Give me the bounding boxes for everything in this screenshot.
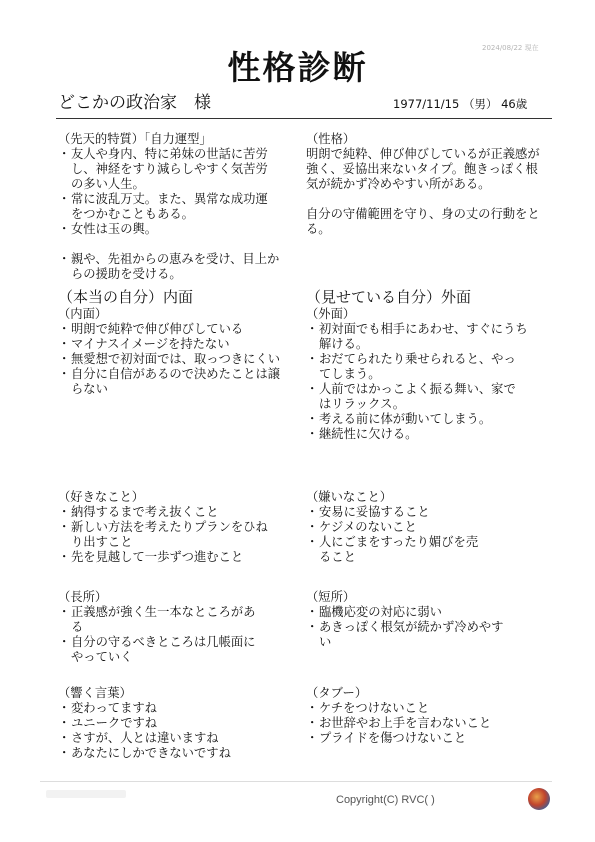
faint-footer-mark [46, 790, 126, 798]
personality-section [306, 132, 546, 237]
list-item: ・ 継続性に欠ける。 [306, 427, 528, 442]
list-item: ・ 安易に妥協すること [306, 505, 481, 520]
resonant-words-section [58, 686, 298, 761]
list-item: ・ 自分に自信があるので決めたことは譲らない [58, 367, 288, 397]
outer-big-heading: （見せている自分）外面 [306, 288, 472, 306]
list-item: ・ あきっぽく根気が続かず冷めやすい [306, 620, 506, 650]
list-item: ・ 無愛想で初対面では、取っつきにくい [58, 352, 288, 367]
logo-icon [528, 788, 550, 810]
date-stamp: 2024/08/22 現在 [482, 44, 539, 52]
weaknesses-section [306, 590, 506, 650]
list-item: ・ ユニークですね [58, 716, 298, 731]
list-item: ・ 自分の守るべきところは几帳面にやっていく [58, 635, 258, 665]
list-item: ・ 新しい方法を考えたりプランをひねり出すこと [58, 520, 280, 550]
inner-section [58, 287, 288, 397]
header-divider [56, 118, 552, 119]
strengths-section [58, 590, 258, 665]
list-item: ・ 考える前に体が動いてしまう。 [306, 412, 528, 427]
list-item: ・ 友人や身内、特に弟妹の世話に苦労し、神経をすり減らしやすく気苦労の多い人生。 [58, 147, 280, 192]
outer-heading: （外面） [306, 307, 356, 321]
list-item: ・ ケジメのないこと [306, 520, 481, 535]
page-title: 性格診断 [227, 48, 368, 87]
likes-section [58, 490, 280, 565]
list-item: ・ 臨機応変の対応に弱い [306, 605, 506, 620]
list-item: ・ プライドを傷つけないこと [306, 731, 546, 746]
list-item: ・ 人前ではかっこよく振る舞い、家ではリラックス。 [306, 382, 528, 412]
innate-section [58, 132, 280, 282]
list-item: ・ 正義感が強く生一本なところがある [58, 605, 258, 635]
list-item: ・ あなたにしかできないですね [58, 746, 298, 761]
dislikes-section [306, 490, 481, 565]
inner-big-heading: （本当の自分）内面 [58, 288, 194, 306]
taboo-heading: （タブー） [306, 686, 368, 700]
list-item: ・ 常に波乱万丈。また、異常な成功運をつかむこともある。 [58, 192, 280, 222]
list-item: ・ 納得するまで考え抜くこと [58, 505, 280, 520]
personality-heading: （性格） [306, 132, 356, 146]
personality-text-2: 自分の守備範囲を守り、身の丈の行動をとる。 [306, 207, 540, 236]
list-item: ・ ケチをつけないこと [306, 701, 546, 716]
list-item: ・ おだてられたり乗せられると、やってしまう。 [306, 352, 528, 382]
innate-heading: （先天的特質）「自力運型」 [58, 132, 212, 146]
list-item: ・ 変わってますね [58, 701, 298, 716]
likes-heading: （好きなこと） [58, 490, 145, 504]
inner-heading: （内面） [58, 307, 108, 321]
personality-text: 明朗で純粋、伸び伸びしているが正義感が強く、妥協出来ないタイプ。飽きっぽく根気が続かず冷めやすい所がある。 [306, 147, 540, 191]
list-item: ・ さすが、人とは違いますね [58, 731, 298, 746]
list-item: ・ 親や、先祖からの恵みを受け、目上からの援助を受ける。 [58, 252, 280, 282]
resonant-words-heading: （響く言葉） [58, 686, 132, 700]
outer-section [306, 287, 528, 442]
list-item: ・ 初対面でも相手にあわせ、すぐにうち解ける。 [306, 322, 528, 352]
weaknesses-heading: （短所） [306, 590, 356, 604]
birth-info: 1977/11/15 （男） 46歳 [393, 97, 528, 111]
list-item: ・ 先を見越して一歩ずつ進むこと [58, 550, 280, 565]
subject-name: どこかの政治家 様 [58, 93, 211, 113]
list-item: ・ マイナスイメージを持たない [58, 337, 288, 352]
list-item: ・ お世辞やお上手を言わないこと [306, 716, 546, 731]
list-item: ・ 明朗で純粋で伸び伸びしている [58, 322, 288, 337]
dislikes-heading: （嫌いなこと） [306, 490, 393, 504]
list-item: ・ 女性は玉の輿。 [58, 222, 280, 237]
footer-divider [40, 781, 552, 782]
strengths-heading: （長所） [58, 590, 108, 604]
list-item: ・ 人にごまをすったり媚びを売ること [306, 535, 481, 565]
taboo-section [306, 686, 546, 746]
copyright-text: Copyright(C) RVC( ) [336, 794, 435, 806]
